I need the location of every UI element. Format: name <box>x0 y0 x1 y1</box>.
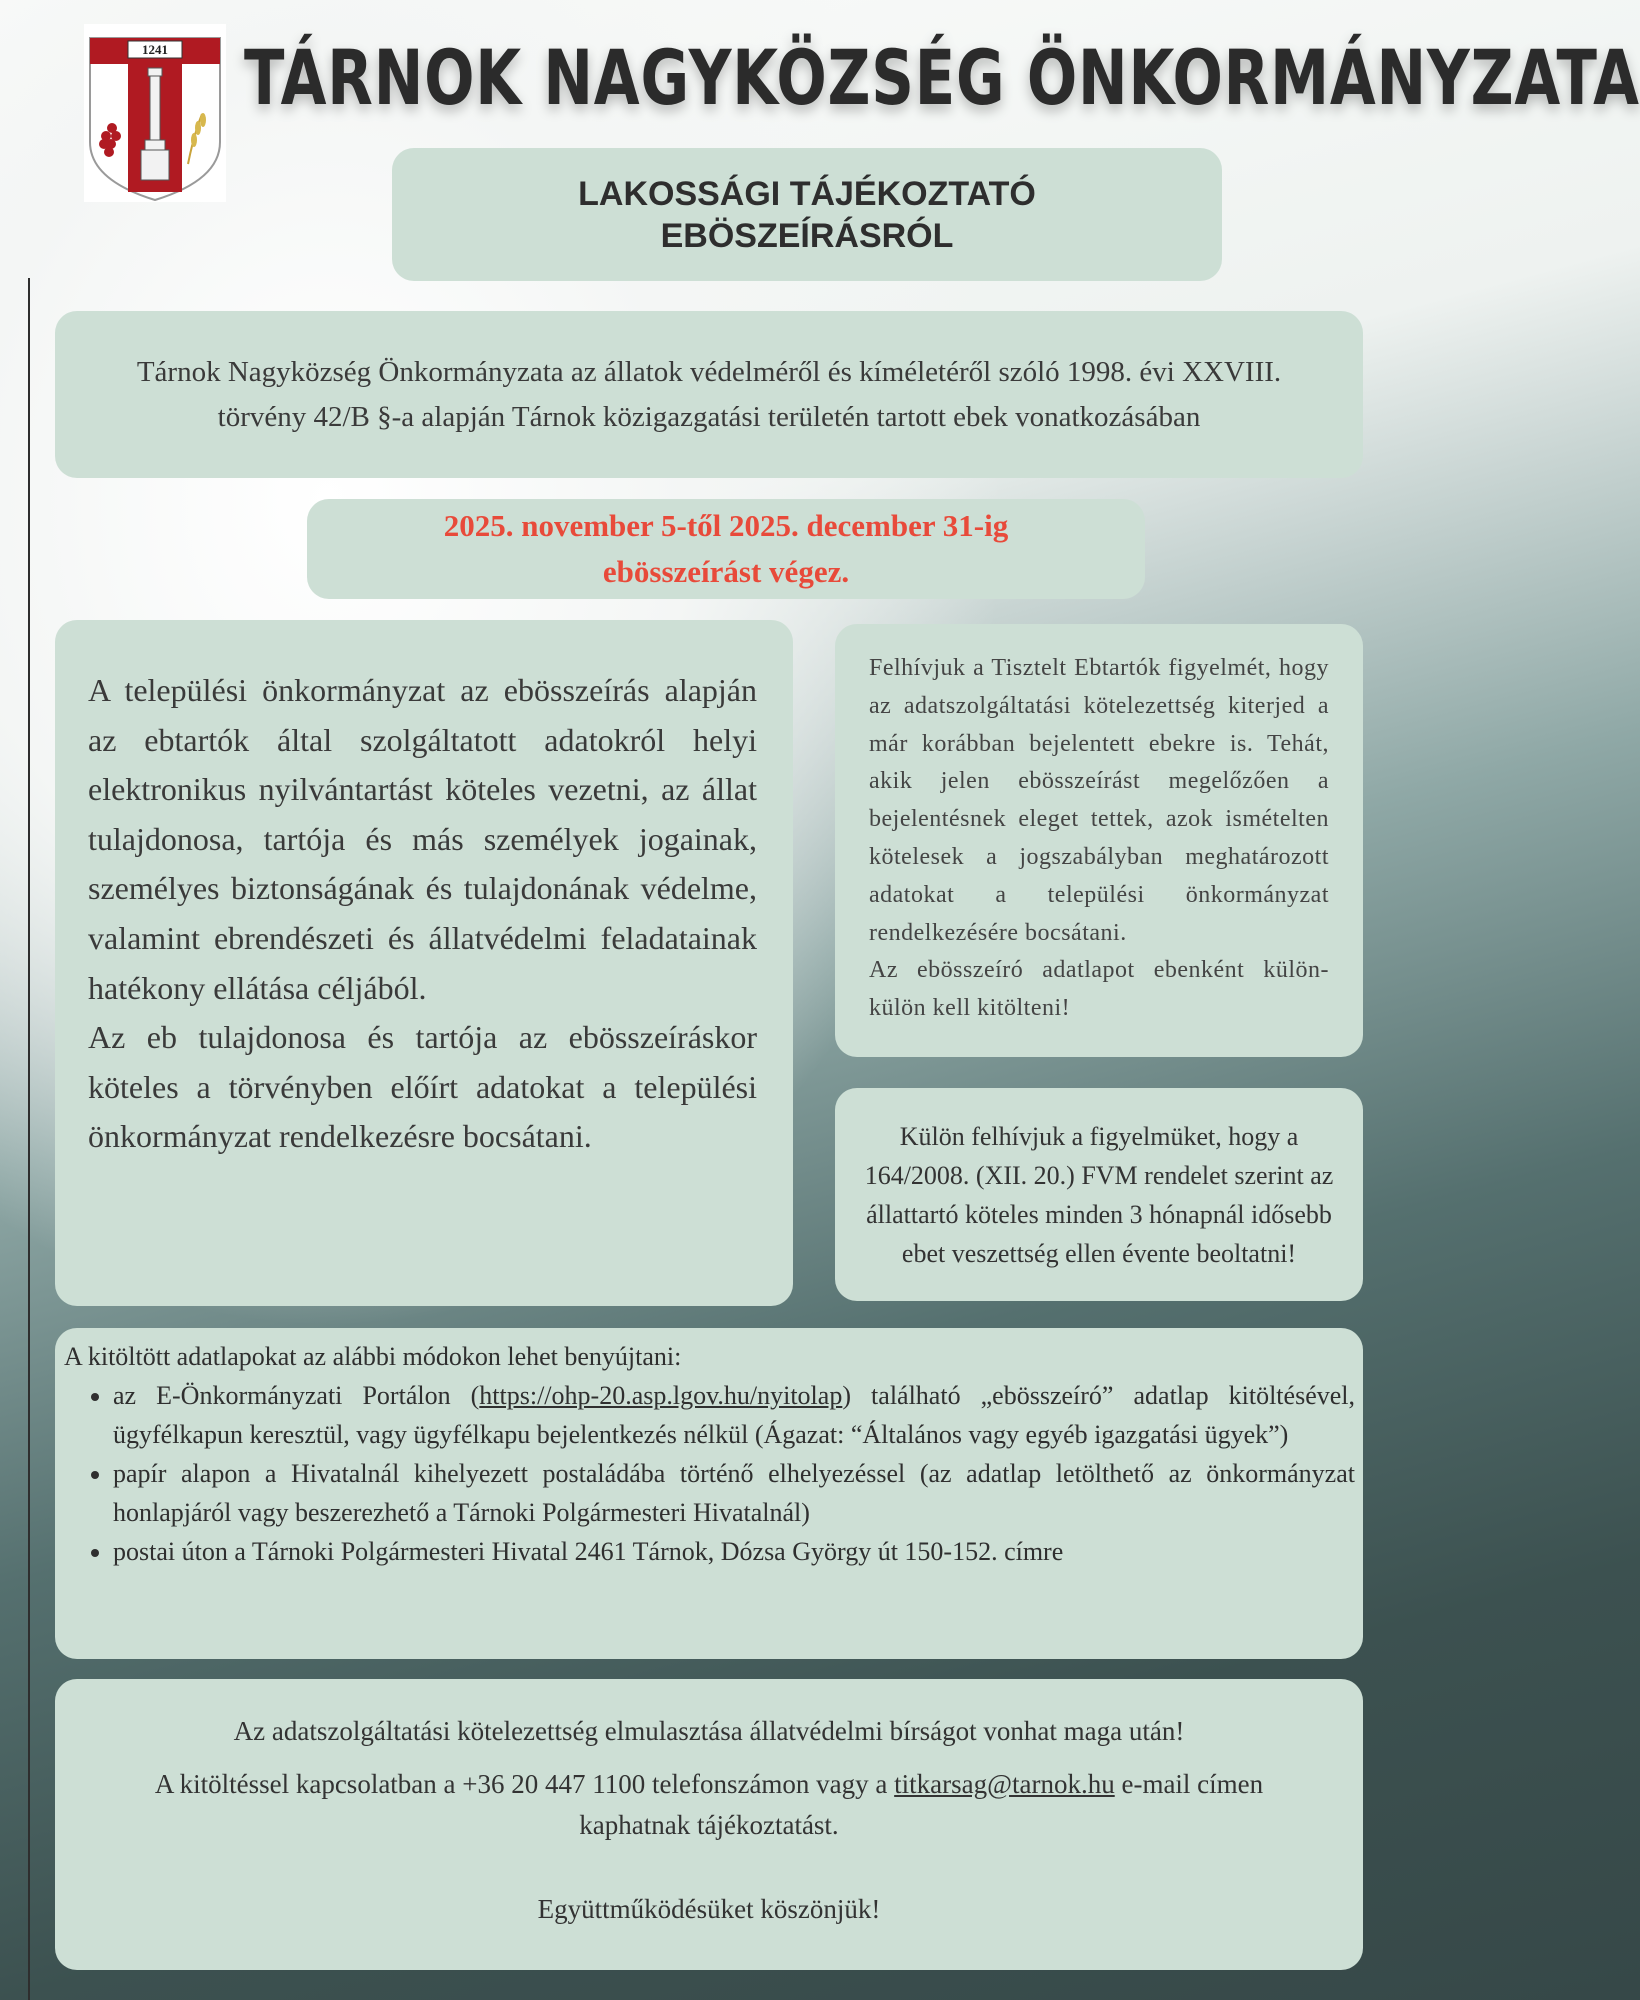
notice-box <box>835 624 1363 1057</box>
submission-intro: A kitöltött adatlapokat az alábbi módokon lehet benyújtani: <box>64 1342 682 1371</box>
dates-box <box>307 499 1145 599</box>
date-action: ebösszeírást végez. <box>602 554 850 589</box>
main-paragraph-2: Az eb tulajdonosa és tartója az ebösszeíráskor köteles a törvényben előírt adatokat a települési önkormányzat rendelkezésre bocsátani. <box>88 1019 757 1155</box>
page-title: TÁRNOK NAGYKÖZSÉG ÖNKORMÁNYZATA <box>244 33 1640 122</box>
left-border-line <box>28 278 30 2000</box>
list-item: • postai úton a Tárnoki Polgármesteri Hivatal 2461 Tárnok, Dózsa György út 150-152. címre <box>113 1532 1355 1571</box>
main-info-box <box>55 620 793 1306</box>
coat-of-arms-logo <box>84 24 226 202</box>
fine-warning: Az adatszolgáltatási kötelezettség elmulasztása állatvédelmi bírságot vonhat maga után! <box>233 1716 1185 1746</box>
logo-year: 1241 <box>142 42 168 57</box>
intro-box <box>55 311 1363 478</box>
subtitle-line-1: LAKOSSÁGI TÁJÉKOZTATÓ <box>578 174 1036 213</box>
vaccination-box <box>835 1088 1363 1301</box>
vaccination-text: Külön felhívjuk a figyelmüket, hogy a 164/2008. (XII. 20.) FVM rendelet szerint az állattartó köteles minden 3 hónapnál idősebb ebet veszettség ellen évente beoltatni! <box>864 1121 1334 1268</box>
footer-box <box>55 1679 1363 1970</box>
notice-paragraph-1: Felhívjuk a Tisztelt Ebtartók figyelmét, hogy az adatszolgáltatási kötelezettség kiterjed a már korábban bejelentett ebekre is. Tehát, akik jelen ebösszeírást megelőzően a bejelentésnek eleget tettek, azok ismételten kötelesek a jogszabályban meghatározott adatokat a települési önkormányzat rendelkezésére bocsátani. <box>869 655 1329 946</box>
subtitle <box>578 173 1036 257</box>
list-item: • az E-Önkormányzati Portálon (https://ohp-20.asp.lgov.hu/nyitolap) található „ebösszeíró” adatlap kitöltésével, ügyfélkapun keresztül, vagy ügyfélkapu bejelentkezés nélkül (Ágazat: “Általános vagy egyéb igazgatási ügyek”) <box>113 1376 1355 1454</box>
list-item: • papír alapon a Hivatalnál kihelyezett postaládába történő elhelyezéssel (az adatlap letölthető az önkormányzat honlapjáról vagy beszerezhető a Tárnoki Polgármesteri Hivatalnál) <box>113 1454 1355 1532</box>
date-range: 2025. november 5-től 2025. december 31-ig <box>443 508 1009 543</box>
thanks-text: Együttműködésüket köszönjük! <box>537 1894 881 1924</box>
notice-paragraph-2: Az ebösszeíró adatlapot ebenként külön-külön kell kitölteni! <box>869 957 1329 1022</box>
email-link[interactable]: titkarsag@tarnok.hu <box>894 1769 1115 1799</box>
intro-text: Tárnok Nagyközség Önkormányzata az állatok védelméről és kíméletéről szóló 1998. évi XXVIII. törvény 42/B §-a alapján Tárnok közigazgatási területén tartott ebek vonatkozásában <box>136 355 1282 433</box>
main-paragraph-1: A települési önkormányzat az ebösszeírás alapján az ebtartók által szolgáltatott adatokról helyi elektronikus nyilvántartást köteles vezetni, az állat tulajdonosa, tartója és más személyek jogainak, személyes biztonságának és tulajdonának védelme, valamint ebrendészeti és állatvédelmi feladatainak hatékony ellátása céljából. <box>88 672 757 1006</box>
portal-link[interactable]: https://ohp-20.asp.lgov.hu/nyitolap <box>479 1381 843 1410</box>
submission-list <box>64 1376 1355 1571</box>
subtitle-box <box>392 148 1222 281</box>
submission-box <box>55 1328 1363 1659</box>
subtitle-line-2: EBÖSZEÍRÁSRÓL <box>660 216 954 255</box>
contact-info: A kitöltéssel kapcsolatban a +36 20 447 1100 telefonszámon vagy a titkarsag@tarnok.hu e-mail címen kaphatnak tájékoztatást. <box>154 1769 1264 1840</box>
